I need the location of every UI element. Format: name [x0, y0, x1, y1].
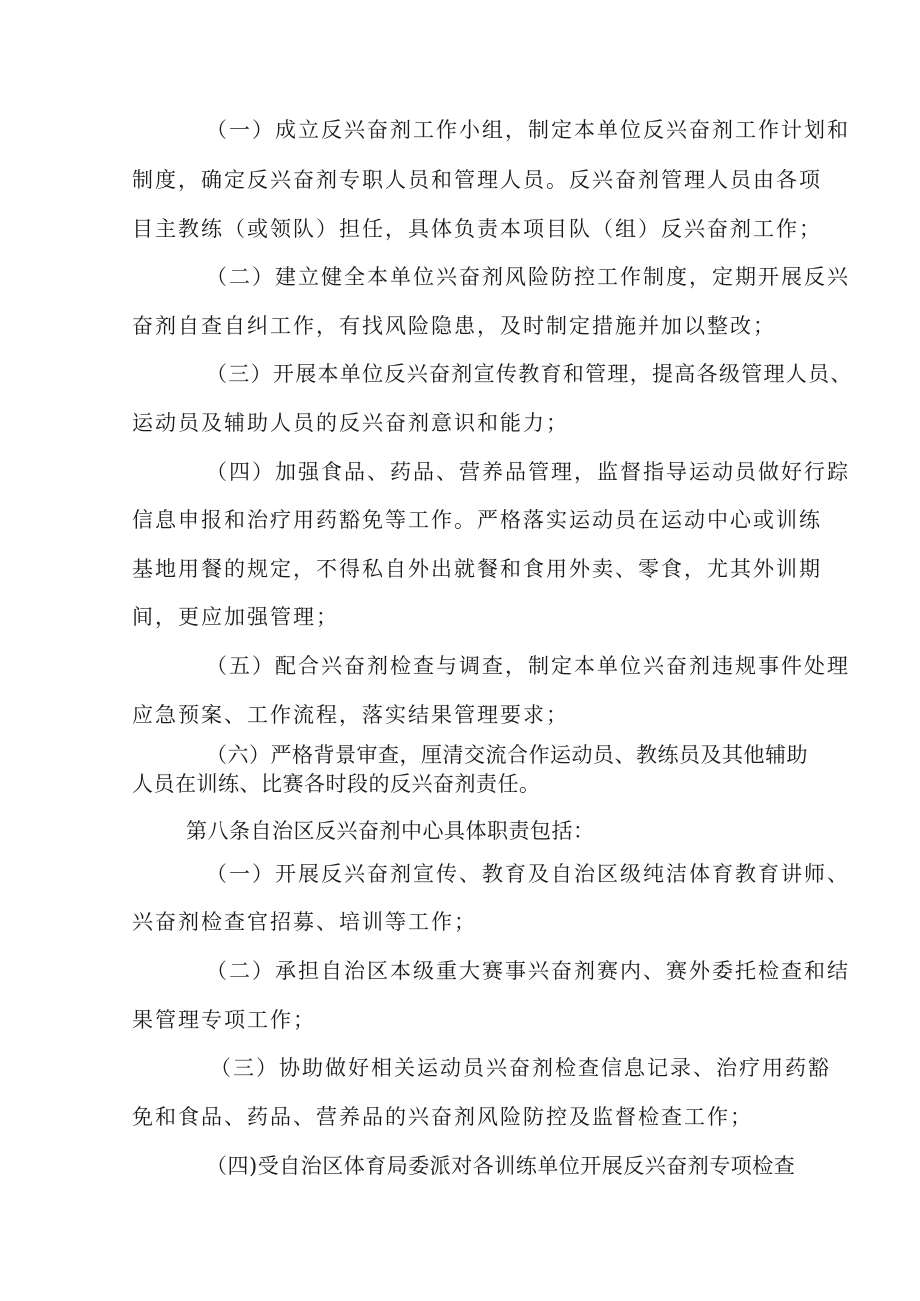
article-8-item-1-line-2: 兴奋剂检查官招募、培训等工作；	[132, 910, 477, 934]
article-8-item-4-line-1: （四)受自治区体育局委派对各训练单位开展反兴奋剂专项检查	[206, 1154, 796, 1178]
paragraph-1-line-3: 目主教练（或领队）担任，具体负责本项目队（组）反兴奋剂工作；	[132, 217, 822, 241]
paragraph-5-line-2: 应急预案、工作流程，落实结果管理要求；	[132, 703, 569, 727]
article-8-item-2-line-1: （二）承担自治区本级重大赛事兴奋剂赛内、赛外委托检查和结	[206, 959, 850, 983]
paragraph-1-line-1: （一）成立反兴奋剂工作小组，制定本单位反兴奋剂工作计划和	[206, 118, 850, 142]
paragraph-6-line-2: 人员在训练、比赛各时段的反兴奋剂责任。	[132, 772, 541, 796]
paragraph-1-line-2: 制度，确定反兴奋剂专职人员和管理人员。反兴奋剂管理人员由各项	[132, 168, 822, 192]
paragraph-4-line-2: 信息申报和治疗用药豁免等工作。严格落实运动员在运动中心或训练	[132, 508, 822, 532]
article-8-item-3-line-1: （三）协助做好相关运动员兴奋剂检查信息记录、治疗用药豁	[210, 1056, 831, 1080]
paragraph-3-line-1: （三）开展本单位反兴奋剂宣传教育和管理，提高各级管理人员、	[206, 362, 853, 386]
article-8-item-1-line-1: （一）开展反兴奋剂宣传、教育及自治区级纯洁体育教育讲师、	[206, 862, 850, 886]
paragraph-2-line-1: （二）建立健全本单位兴奋剂风险防控工作制度，定期开展反兴	[206, 265, 850, 289]
paragraph-2-line-2: 奋剂自查自纠工作，有找风险隐患，及时制定措施并加以整改；	[132, 314, 776, 338]
article-8-item-2-line-2: 果管理专项工作；	[132, 1008, 316, 1032]
paragraph-4-line-4: 间，更应加强管理；	[132, 605, 339, 629]
paragraph-4-line-1: （四）加强食品、药品、营养品管理，监督指导运动员做好行踪	[206, 460, 850, 484]
article-8-item-3-line-2: 免和食品、药品、营养品的兴奋剂风险防控及监督检查工作；	[132, 1105, 753, 1129]
paragraph-5-line-1: （五）配合兴奋剂检查与调查，制定本单位兴奋剂违规事件处理	[206, 654, 850, 678]
paragraph-3-line-2: 运动员及辅助人员的反兴奋剂意识和能力；	[132, 411, 569, 435]
article-8-heading: 第八条自治区反兴奋剂中心具体职责包括：	[186, 819, 595, 843]
paragraph-6-line-1: （六）严格背景审查，厘清交流合作运动员、教练员及其他辅助	[206, 743, 808, 767]
paragraph-4-line-3: 基地用餐的规定，不得私自外出就餐和食用外卖、零食，尤其外训期	[132, 557, 822, 581]
